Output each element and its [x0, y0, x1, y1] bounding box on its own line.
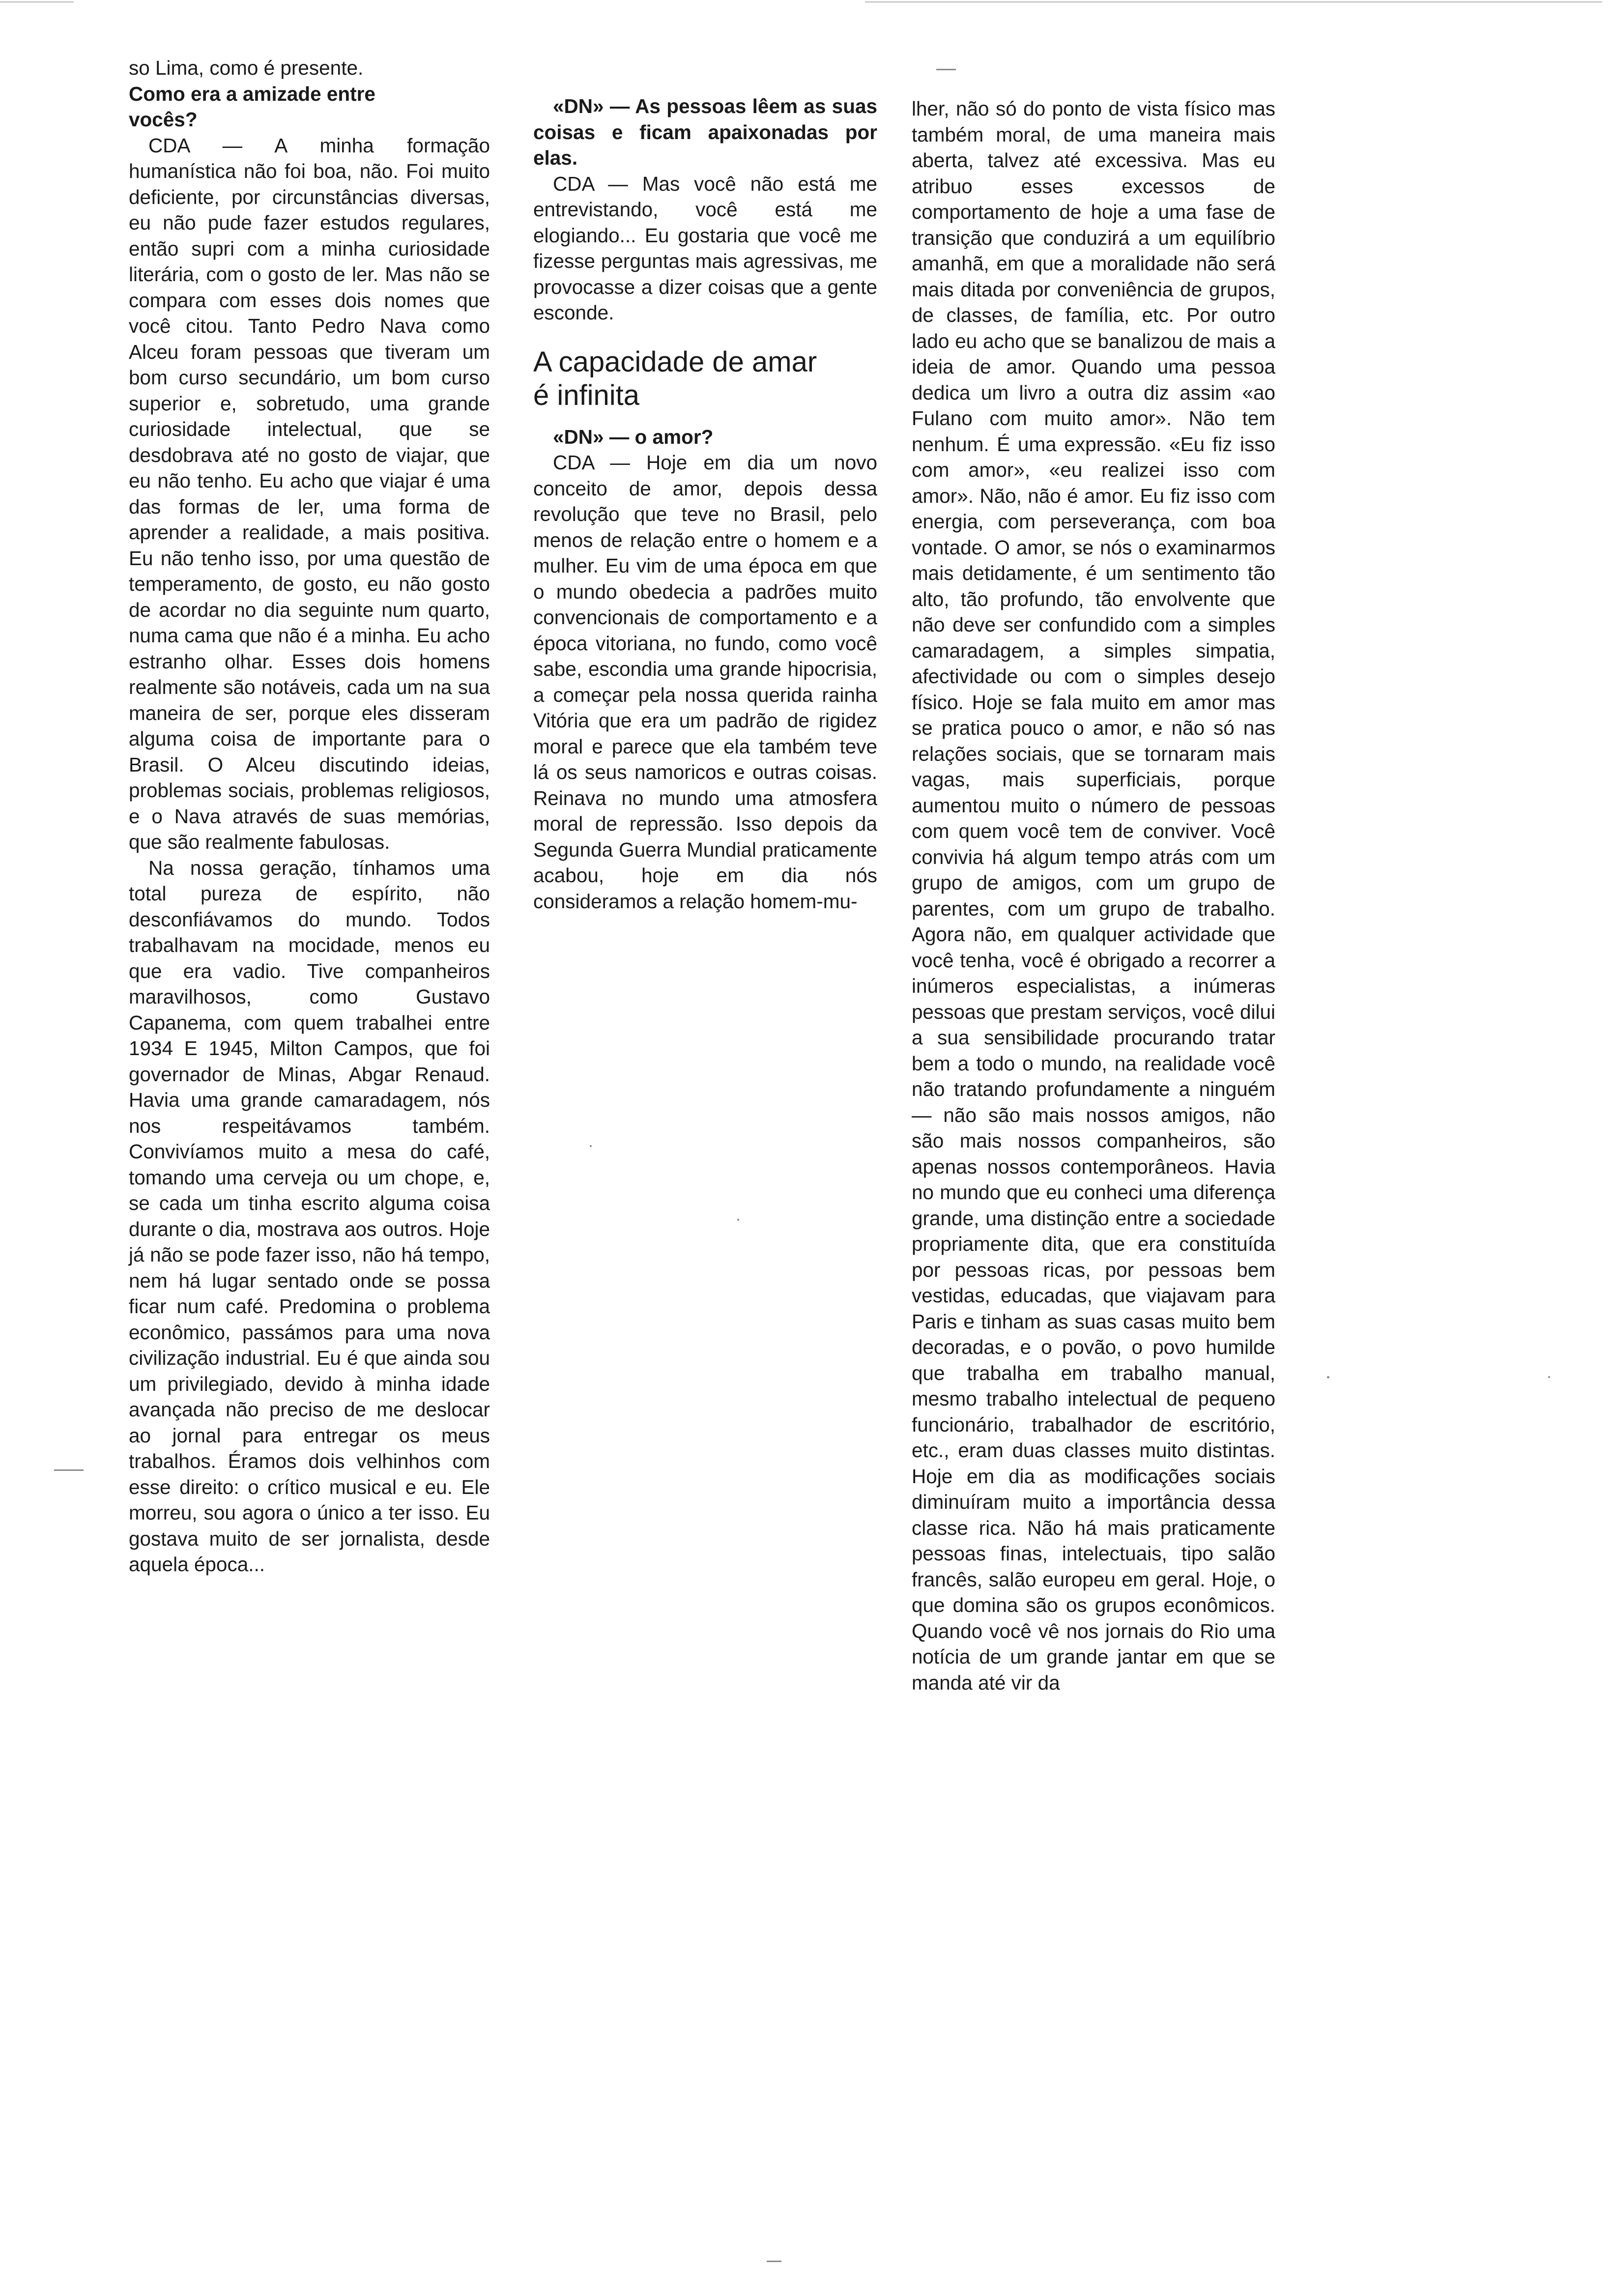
- question: «DN» — As pessoas lêem as suas coisas e ficam apaixonadas por elas.: [533, 95, 877, 169]
- question: Como era a amizade entre vocês?: [129, 82, 375, 131]
- answer-paragraph: CDA — Hoje em dia um novo conceito de amor, depois dessa revolução que teve no Brasil, pelo menos de relação entre o homem e a mulher. Eu vim de uma época em que o mundo obedecia a padrões muito convencionais de comportamento e a época vitoriana, no fundo, como você sabe, escondia uma grande hipocrisia, a começar pela nossa querida rainha Vitória que era um padrão de rigidez moral e parece que ela também teve lá os seus namoricos e outras coisas. Reinava no mundo uma atmosfera moral de repressão. Isso depois da Segunda Guerra Mundial praticamente acabou, hoje em dia nós consideramos a relação homem-mu-: [533, 451, 877, 913]
- answer-paragraph: CDA — Mas você não está me entrevistando, você está me elogiando... Eu gostaria que você me fizesse perguntas mais agressivas, me provocasse a dizer coisas que a gente esconde.: [533, 172, 877, 324]
- scan-speck: [767, 2261, 781, 2262]
- subheading: A capacidade de amar é infinita: [533, 345, 817, 411]
- answer-paragraph: CDA — A minha formação humanística não foi boa, não. Foi muito deficiente, por circunstâncias diversas, eu não pude fazer estudos regulares, então supri com a minha curiosidade literária, com o gosto de ler. Mas não se compara com esses dois nomes que você citou. Tanto Pedro Nava como Alceu foram pessoas que tiveram um bom curso secundário, um bom curso superior e, sobretudo, uma grande curiosidade intelectual, que se desdobrava até no gosto de viajar, que eu não tenho. Eu acho que viajar é uma das formas de ler, uma forma de aprender a realidade, a mais positiva. Eu não tenho isso, por uma questão de temperamento, de gosto, eu não gosto de acordar no dia seguinte num quarto, numa cama que não é a minha. Eu acho estranho olhar. Esses dois homens realmente são notáveis, cada um na sua maneira de ser, porque eles disseram alguma coisa de importante para o Brasil. O Alceu discutindo ideias, problemas sociais, problemas religiosos, e o Nava através de suas memórias, que são realmente fabulosas.: [129, 134, 490, 853]
- article-column-3: [912, 96, 1275, 1695]
- scan-speck: [936, 69, 956, 70]
- scan-speck: [1548, 1376, 1550, 1378]
- answer-paragraph: lher, não só do ponto de vista físico mas também moral, de uma maneira mais aberta, talvez até excessiva. Mas eu atribuo esses excessos de comportamento de hoje a uma fase de transição que conduzirá a um equilíbrio amanhã, em que a moralidade não será mais ditada por conveniência de grupos, de classes, de família, etc. Por outro lado eu acho que se banalizou de mais a ideia de amor. Quando uma pessoa dedica um livro a outra diz assim «ao Fulano com muito amor». Não tem nenhum. É uma expressão. «Eu fiz isso com amor», «eu realizei isso com amor». Não, não é amor. Eu fiz isso com energia, com perseverança, com boa vontade. O amor, se nós o examinarmos mais detidamente, é um sentimento tão alto, tão profundo, tão envolvente que não deve ser confundido com a simples camaradagem, a simples simpatia, afectividade ou com o simples desejo físico. Hoje se fala muito em amor mas se pratica pouco o amor, e não só nas relações sociais, que se tornaram mais vagas, mais superficiais, porque aumentou muito o número de pessoas com quem você tem de conviver. Você convivia há algum tempo atrás com um grupo de amigos, com um grupo de parentes, com um grupo de trabalho. Agora não, em qualquer actividade que você tenha, você é obrigado a recorrer a inúmeros especialistas, a inúmeras pessoas que prestam serviços, você dilui a sua sensibilidade procurando tratar bem a todo o mundo, na realidade você não tratando profundamente a ninguém — não são mais nossos amigos, não são mais nossos companheiros, são apenas nossos contemporâneos. Havia no mundo que eu conheci uma diferença grande, uma distinção entre a sociedade propriamente dita, que era constituída por pessoas ricas, por pessoas bem vestidas, educadas, que viajavam para Paris e tinham as suas casas muito bem decoradas, e o povão, o povo humilde que trabalha em trabalho manual, mesmo trabalho intelectual de pequeno funcionário, trabalhador de escritório, etc., eram duas classes muito distintas. Hoje em dia as modificações sociais diminuíram muito a importância dessa classe rica. Não há mais praticamente pessoas finas, intelectuais, tipo salão francês, salão europeu em geral. Hoje, o que domina são os grupos econômicos. Quando você vê nos jornais do Rio uma notícia de um grande jantar em que se manda até vir da: [912, 97, 1275, 1694]
- scan-speck: [737, 1219, 739, 1221]
- article-column-1: [129, 55, 490, 1578]
- scan-speck: [1327, 1376, 1329, 1378]
- question: «DN» — o amor?: [553, 425, 714, 448]
- top-scan-edge-right: [865, 1, 1602, 2]
- paragraph: so Lima, como é presente.: [129, 57, 364, 79]
- top-scan-edge-left: [0, 1, 74, 2]
- scan-speck: [54, 1469, 84, 1471]
- answer-paragraph: Na nossa geração, tínhamos uma total pureza de espírito, não desconfiávamos do mundo. Todos trabalhavam na mocidade, menos eu que era vadio. Tive companheiros maravilhosos, como Gustavo Capanema, com quem trabalhei entre 1934 E 1945, Milton Campos, que foi governador de Minas, Abgar Renaud. Havia uma grande camaradagem, nós nos respeitávamos também. Convivíamos muito a mesa do café, tomando uma cerveja ou um chope, e, se cada um tinha escrito alguma coisa durante o dia, mostrava aos outros. Hoje já não se pode fazer isso, não há tempo, nem há lugar sentado onde se possa ficar num café. Predomina o problema econômico, passámos para uma nova civilização industrial. Eu é que ainda sou um privilegiado, devido à minha idade avançada não preciso de me deslocar ao jornal para entregar os meus trabalhos. Éramos dois velhinhos com esse direito: o crítico musical e eu. Ele morreu, sou agora o único a ter isso. Eu gostava muito de ser jornalista, desde aquela época...: [129, 856, 490, 1576]
- article-column-2: [533, 93, 877, 914]
- scan-speck: [590, 1145, 592, 1147]
